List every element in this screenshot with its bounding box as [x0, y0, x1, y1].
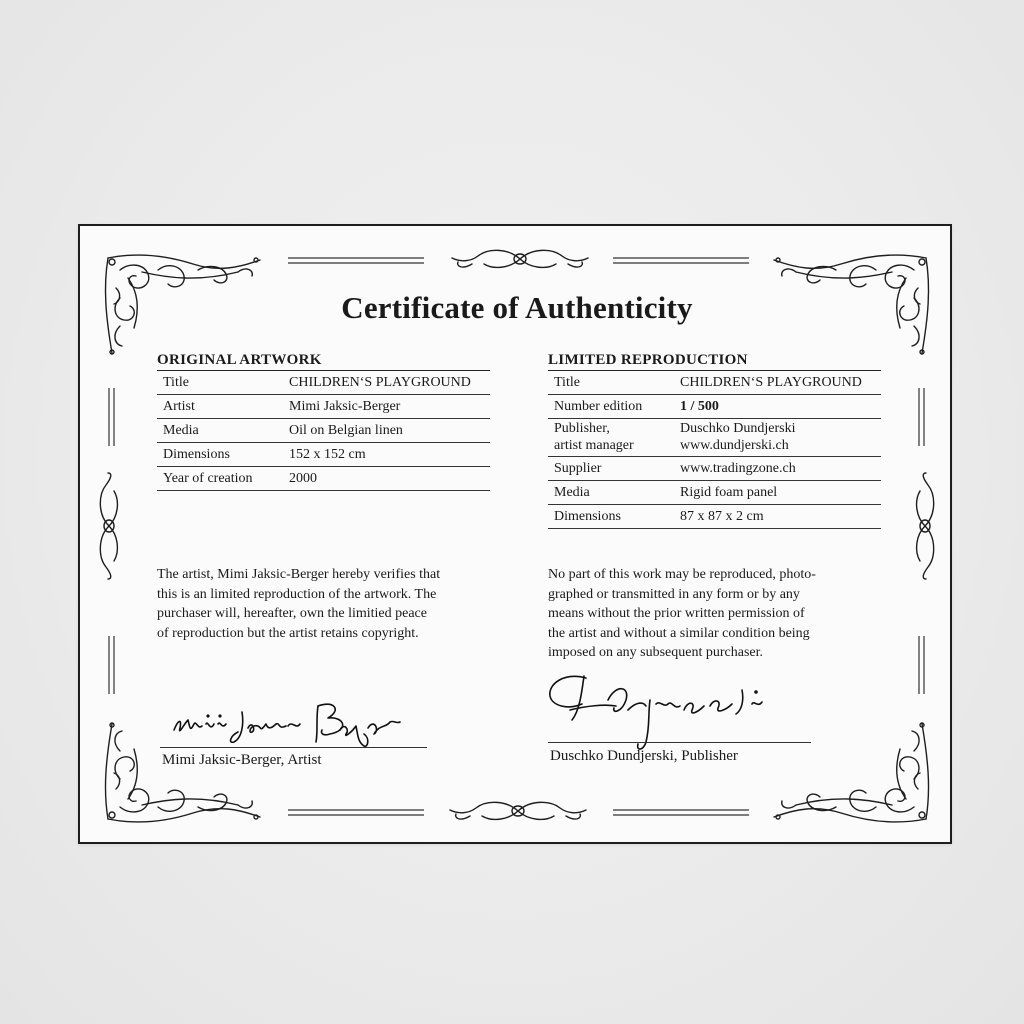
certificate-card [78, 224, 952, 844]
row-value: Oil on Belgian linen [283, 419, 490, 443]
row-label: Dimensions [548, 505, 674, 529]
limited-reproduction-heading: LIMITED REPRODUCTION [548, 352, 881, 371]
table-row [157, 395, 490, 419]
row-label: Number edition [548, 395, 674, 419]
table-row [548, 371, 881, 395]
row-value [674, 395, 881, 419]
row-value: Mimi Jaksic-Berger [283, 395, 490, 419]
row-label-line1: Publisher, [554, 421, 610, 436]
top-center-flourish [448, 244, 593, 274]
left-double-rule-upper [107, 388, 117, 446]
right-double-rule-upper [917, 388, 927, 446]
table-row [548, 395, 881, 419]
row-value: Rigid foam panel [674, 481, 881, 505]
artist-signature-line [160, 747, 427, 748]
bottom-double-rule-left [288, 808, 424, 818]
top-double-rule-left [288, 256, 424, 266]
row-label-line2: artist manager [554, 438, 634, 453]
right-side-flourish [910, 471, 940, 581]
publisher-signature-caption: Duschko Dundjerski, Publisher [550, 748, 738, 764]
limited-reproduction-table [548, 371, 881, 529]
statement-line: of reproduction but the artist retains copyright. [157, 625, 419, 641]
row-value [674, 419, 881, 457]
original-artwork-heading: ORIGINAL ARTWORK [157, 352, 490, 371]
copyright-notice [548, 565, 893, 663]
table-row [548, 481, 881, 505]
notice-line: graphed or transmitted in any form or by any [548, 586, 800, 602]
row-label [548, 419, 674, 457]
certificate-title: Certificate of Authenticity [341, 290, 693, 325]
limited-reproduction-section [548, 352, 881, 529]
left-side-flourish [94, 471, 124, 581]
right-double-rule-lower [917, 636, 927, 694]
original-artwork-table [157, 371, 490, 491]
original-artwork-section [157, 352, 490, 491]
statement-line: purchaser will, hereafter, own the limitied peace [157, 606, 427, 621]
top-double-rule-right [613, 256, 749, 266]
publisher-signature-line [548, 742, 811, 743]
artist-signature-caption: Mimi Jaksic-Berger, Artist [162, 752, 322, 768]
row-label: Media [548, 481, 674, 505]
notice-line: the artist and without a similar condition being [548, 625, 810, 641]
row-label: Dimensions [157, 443, 283, 467]
row-value: 2000 [283, 467, 490, 491]
row-label: Title [548, 371, 674, 395]
table-row [157, 371, 490, 395]
row-value: 152 x 152 cm [283, 443, 490, 467]
notice-line: imposed on any subsequent purchaser. [548, 645, 764, 660]
row-value: www.tradingzone.ch [674, 457, 881, 481]
row-label: Year of creation [157, 467, 283, 491]
artist-statement [157, 565, 502, 643]
notice-line: means without the prior written permission of [548, 606, 805, 621]
table-row [157, 467, 490, 491]
statement-line: this is an limited reproduction of the artwork. The [157, 586, 437, 602]
statement-line: The artist, Mimi Jaksic-Berger hereby verifies that [157, 567, 441, 582]
bottom-double-rule-right [613, 808, 749, 818]
table-row [157, 419, 490, 443]
row-label: Title [157, 371, 283, 395]
left-double-rule-lower [107, 636, 117, 694]
table-row [548, 419, 881, 457]
row-value: 87 x 87 x 2 cm [674, 505, 881, 529]
row-label: Artist [157, 395, 283, 419]
row-label: Media [157, 419, 283, 443]
artist-signature [168, 694, 428, 754]
edition-number: 1 / 500 [680, 399, 719, 414]
row-value: CHILDREN‘S PLAYGROUND [283, 371, 490, 395]
row-value-line1: Duschko Dundjerski [680, 421, 796, 436]
row-label: Supplier [548, 457, 674, 481]
notice-line: No part of this work may be reproduced, photo- [548, 567, 816, 582]
row-value-line2: www.dundjerski.ch [680, 438, 789, 453]
row-value: CHILDREN‘S PLAYGROUND [674, 371, 881, 395]
table-row [157, 443, 490, 467]
table-row [548, 457, 881, 481]
publisher-signature [546, 670, 776, 760]
bottom-center-flourish [446, 796, 591, 826]
corner-flourish-bottom-right [766, 714, 936, 829]
table-row [548, 505, 881, 529]
